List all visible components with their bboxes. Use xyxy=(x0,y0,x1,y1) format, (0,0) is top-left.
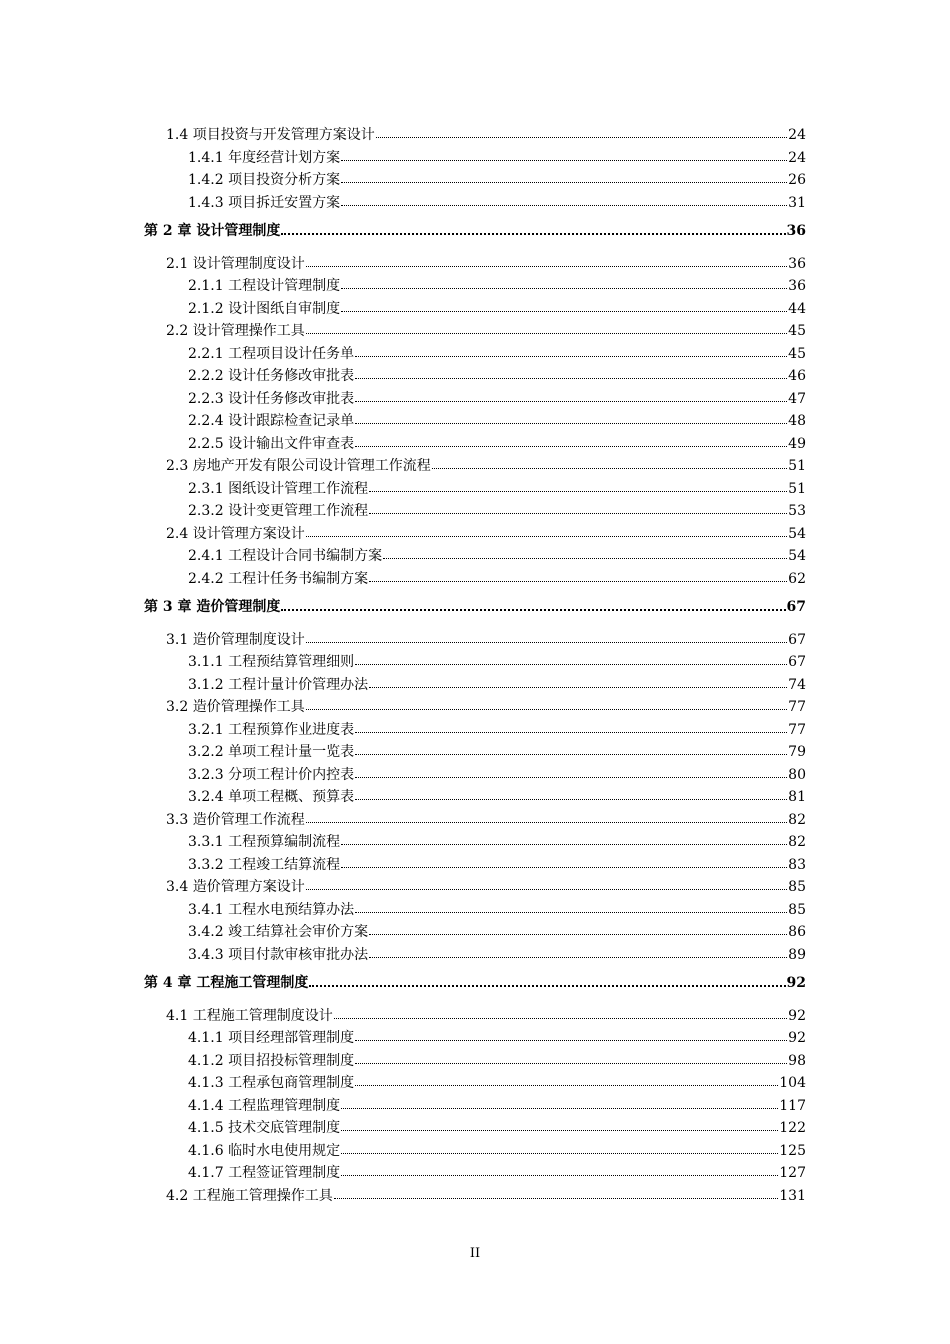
toc-entry-label: 3.2.4 单项工程概、预算表 xyxy=(188,789,355,805)
toc-entry-label: 1.4.2 项目投资分析方案 xyxy=(188,172,341,188)
toc-entry-page-number: 86 xyxy=(788,924,806,940)
toc-entry-page-number: 51 xyxy=(788,480,806,497)
toc-entry-label: 2.2 设计管理操作工具 xyxy=(166,323,305,339)
dot-leader xyxy=(369,921,787,935)
toc-entry-label: 4.1.7 工程签证管理制度 xyxy=(188,1165,341,1181)
toc-entry-label: 3.4.2 竣工结算社会审价方案 xyxy=(188,924,369,940)
toc-entry[interactable] xyxy=(0,1072,950,1095)
toc-entry[interactable] xyxy=(0,388,950,411)
dot-leader xyxy=(281,596,785,611)
toc-entry[interactable] xyxy=(0,478,950,501)
toc-entry-page-number: 53 xyxy=(788,503,806,519)
dot-leader xyxy=(341,831,787,845)
toc-entry-label: 3.3 造价管理工作流程 xyxy=(166,811,305,828)
toc-entry[interactable] xyxy=(0,545,950,568)
toc-entry-page-number: 67 xyxy=(786,599,806,615)
toc-entry-page-number: 49 xyxy=(788,435,806,452)
toc-entry-label: 3.4 造价管理方案设计 xyxy=(166,879,305,895)
dot-leader xyxy=(341,1162,778,1176)
toc-entry-label: 3.1.1 工程预结算管理细则 xyxy=(188,654,355,670)
toc-entry[interactable] xyxy=(0,1050,950,1073)
toc-entry-page-number: 104 xyxy=(779,1075,806,1091)
toc-entry[interactable] xyxy=(0,1117,950,1140)
toc-entry[interactable] xyxy=(0,124,950,147)
toc-entry-label: 3.3.1 工程预算编制流程 xyxy=(188,834,341,850)
dot-leader xyxy=(355,410,787,424)
toc-entry[interactable] xyxy=(0,1162,950,1185)
toc-entry[interactable] xyxy=(0,876,950,899)
dot-leader xyxy=(334,1185,779,1199)
toc-entry[interactable] xyxy=(0,741,950,764)
toc-entry-label: 3.4.1 工程水电预结算办法 xyxy=(188,901,355,918)
toc-entry-page-number: 24 xyxy=(788,149,806,166)
dot-leader xyxy=(306,809,787,823)
toc-entry-page-number: 131 xyxy=(779,1187,806,1204)
dot-leader xyxy=(341,1117,778,1131)
toc-entry-page-number: 24 xyxy=(788,127,806,143)
toc-entry-page-number: 80 xyxy=(788,766,806,783)
dot-leader xyxy=(355,741,787,755)
dot-leader xyxy=(341,1140,778,1154)
toc-entry-label: 3.1 造价管理制度设计 xyxy=(166,631,305,648)
toc-entry-label: 2.3 房地产开发有限公司设计管理工作流程 xyxy=(166,458,431,474)
toc-entry-label: 2.4 设计管理方案设计 xyxy=(166,525,305,542)
toc-entry[interactable] xyxy=(0,1027,950,1050)
toc-entry-page-number: 127 xyxy=(779,1165,806,1181)
toc-entry[interactable] xyxy=(0,568,950,591)
toc-entry[interactable] xyxy=(0,253,950,276)
toc-entry-label: 2.1 设计管理制度设计 xyxy=(166,255,305,272)
toc-entry-page-number: 67 xyxy=(788,654,806,670)
toc-entry-label: 4.1.1 项目经理部管理制度 xyxy=(188,1030,355,1046)
dot-leader xyxy=(376,124,787,138)
toc-entry-page-number: 77 xyxy=(788,721,806,738)
toc-entry[interactable] xyxy=(0,809,950,832)
toc-chapter-entry[interactable] xyxy=(0,972,950,995)
toc-entry-page-number: 77 xyxy=(788,699,806,715)
toc-entry[interactable] xyxy=(0,343,950,366)
toc-entry-page-number: 47 xyxy=(788,390,806,407)
dot-leader xyxy=(306,253,787,267)
toc-entry-label: 3.2 造价管理操作工具 xyxy=(166,699,305,715)
toc-entry-label: 2.3.1 图纸设计管理工作流程 xyxy=(188,480,369,497)
toc-entry[interactable] xyxy=(0,1095,950,1118)
toc-entry-label: 4.2 工程施工管理操作工具 xyxy=(166,1187,333,1204)
toc-entry[interactable] xyxy=(0,169,950,192)
dot-leader xyxy=(341,147,787,161)
toc-entry[interactable] xyxy=(0,629,950,652)
dot-leader xyxy=(369,944,787,958)
dot-leader xyxy=(341,298,787,312)
toc-entry-page-number: 54 xyxy=(788,525,806,542)
dot-leader xyxy=(369,478,787,492)
toc-entry-page-number: 81 xyxy=(788,789,806,805)
toc-entry-label: 4.1.4 工程监理管理制度 xyxy=(188,1097,341,1114)
toc-entry[interactable] xyxy=(0,365,950,388)
toc-entry-label: 第 2 章 设计管理制度 xyxy=(144,223,281,239)
toc-entry-page-number: 51 xyxy=(788,458,806,474)
dot-leader xyxy=(355,1027,787,1041)
toc-entry[interactable] xyxy=(0,719,950,742)
toc-entry[interactable] xyxy=(0,410,950,433)
toc-entry-page-number: 67 xyxy=(788,631,806,648)
toc-entry-label: 4.1 工程施工管理制度设计 xyxy=(166,1007,333,1024)
toc-entry-page-number: 125 xyxy=(779,1142,806,1159)
toc-entry-label: 4.1.6 临时水电使用规定 xyxy=(188,1142,341,1159)
dot-leader xyxy=(355,899,787,913)
toc-entry[interactable] xyxy=(0,147,950,170)
dot-leader xyxy=(306,876,787,890)
toc-entry-page-number: 45 xyxy=(788,345,806,362)
dot-leader xyxy=(306,696,787,710)
toc-entry-label: 3.4.3 项目付款审核审批办法 xyxy=(188,946,369,963)
toc-entry-label: 2.4.2 工程计任务书编制方案 xyxy=(188,570,369,587)
dot-leader xyxy=(355,786,787,800)
dot-leader xyxy=(355,651,787,665)
toc-entry-page-number: 36 xyxy=(786,223,806,239)
toc-entry-label: 3.1.2 工程计量计价管理办法 xyxy=(188,676,369,693)
dot-leader xyxy=(369,568,787,582)
dot-leader xyxy=(355,719,787,733)
toc-entry-label: 第 3 章 造价管理制度 xyxy=(144,599,281,615)
dot-leader xyxy=(432,455,787,469)
toc-entry[interactable] xyxy=(0,899,950,922)
toc-entry[interactable] xyxy=(0,921,950,944)
toc-entry-page-number: 117 xyxy=(779,1097,806,1114)
toc-entry[interactable] xyxy=(0,854,950,877)
toc-entry-page-number: 82 xyxy=(788,834,806,850)
toc-entry-label: 2.2.3 设计任务修改审批表 xyxy=(188,390,355,407)
toc-entry-page-number: 79 xyxy=(788,744,806,760)
toc-entry[interactable] xyxy=(0,831,950,854)
toc-entry-page-number: 74 xyxy=(788,676,806,693)
toc-entry-page-number: 82 xyxy=(788,811,806,828)
toc-entry-page-number: 83 xyxy=(788,856,806,873)
toc-entry-label: 2.1.1 工程设计管理制度 xyxy=(188,278,341,294)
dot-leader xyxy=(281,220,785,235)
toc-entry-label: 4.1.3 工程承包商管理制度 xyxy=(188,1075,355,1091)
toc-entry-label: 3.3.2 工程竣工结算流程 xyxy=(188,856,341,873)
dot-leader xyxy=(341,854,787,868)
dot-leader xyxy=(355,1072,778,1086)
toc-entry-page-number: 46 xyxy=(788,368,806,384)
dot-leader xyxy=(341,169,787,183)
toc-entry-page-number: 44 xyxy=(788,300,806,317)
toc-entry-page-number: 92 xyxy=(788,1007,806,1024)
toc-entry-page-number: 92 xyxy=(786,975,806,991)
dot-leader xyxy=(383,545,787,559)
dot-leader xyxy=(306,629,787,643)
toc-entry[interactable] xyxy=(0,433,950,456)
toc-entry[interactable] xyxy=(0,298,950,321)
toc-entry[interactable] xyxy=(0,1005,950,1028)
toc-entry[interactable] xyxy=(0,764,950,787)
toc-entry[interactable] xyxy=(0,275,950,298)
toc-entry-page-number: 31 xyxy=(788,194,806,211)
toc-entry-label: 2.2.5 设计输出文件审查表 xyxy=(188,435,355,452)
toc-entry-page-number: 54 xyxy=(788,548,806,564)
toc-entry-page-number: 48 xyxy=(788,413,806,429)
toc-entry[interactable] xyxy=(0,320,950,343)
toc-entry-label: 1.4.1 年度经营计划方案 xyxy=(188,149,341,166)
toc-entry-label: 2.2.1 工程项目设计任务单 xyxy=(188,345,355,362)
dot-leader xyxy=(355,764,787,778)
toc-entry-page-number: 45 xyxy=(788,323,806,339)
toc-entry[interactable] xyxy=(0,651,950,674)
toc-chapter-entry[interactable] xyxy=(0,596,950,619)
toc-entry[interactable] xyxy=(0,674,950,697)
page-footer-number: II xyxy=(469,1246,481,1261)
dot-leader xyxy=(309,972,785,987)
dot-leader xyxy=(306,320,787,334)
toc-entry-label: 4.1.2 项目招投标管理制度 xyxy=(188,1052,355,1069)
toc-entry-label: 2.1.2 设计图纸自审制度 xyxy=(188,300,341,317)
dot-leader xyxy=(334,1005,787,1019)
toc-entry-label: 4.1.5 技术交底管理制度 xyxy=(188,1120,341,1136)
toc-entry-page-number: 92 xyxy=(788,1030,806,1046)
dot-leader xyxy=(341,192,787,206)
toc-entry-page-number: 26 xyxy=(788,172,806,188)
toc-entry[interactable] xyxy=(0,696,950,719)
dot-leader xyxy=(369,500,787,514)
toc-entry-page-number: 85 xyxy=(788,879,806,895)
toc-entry[interactable] xyxy=(0,786,950,809)
toc-entry-label: 3.2.1 工程预算作业进度表 xyxy=(188,721,355,738)
toc-entry-page-number: 98 xyxy=(788,1052,806,1069)
dot-leader xyxy=(369,674,787,688)
dot-leader xyxy=(306,523,787,537)
toc-entry[interactable] xyxy=(0,192,950,215)
toc-entry[interactable] xyxy=(0,1185,950,1208)
toc-entry[interactable] xyxy=(0,944,950,967)
dot-leader xyxy=(355,433,787,447)
toc-entry[interactable] xyxy=(0,500,950,523)
toc-entry-page-number: 85 xyxy=(788,901,806,918)
toc-entry[interactable] xyxy=(0,1140,950,1163)
dot-leader xyxy=(355,343,787,357)
dot-leader xyxy=(355,388,787,402)
toc-entry-label: 1.4 项目投资与开发管理方案设计 xyxy=(166,127,375,143)
toc-entry-label: 3.2.2 单项工程计量一览表 xyxy=(188,744,355,760)
toc-entry-label: 1.4.3 项目拆迁安置方案 xyxy=(188,194,341,211)
toc-entry-label: 2.2.4 设计跟踪检查记录单 xyxy=(188,413,355,429)
toc-entry-page-number: 89 xyxy=(788,946,806,963)
toc-entry-label: 3.2.3 分项工程计价内控表 xyxy=(188,766,355,783)
toc-entry-label: 2.3.2 设计变更管理工作流程 xyxy=(188,503,369,519)
toc-entry-label: 2.2.2 设计任务修改审批表 xyxy=(188,368,355,384)
toc-entry-page-number: 36 xyxy=(788,278,806,294)
toc-chapter-entry[interactable] xyxy=(0,220,950,243)
toc-entry[interactable] xyxy=(0,523,950,546)
dot-leader xyxy=(355,365,787,379)
dot-leader xyxy=(341,275,787,289)
toc-entry-page-number: 122 xyxy=(779,1120,806,1136)
toc-entry-page-number: 62 xyxy=(788,570,806,587)
table-of-contents xyxy=(0,124,950,1207)
toc-entry[interactable] xyxy=(0,455,950,478)
toc-entry-page-number: 36 xyxy=(788,255,806,272)
dot-leader xyxy=(355,1050,787,1064)
dot-leader xyxy=(341,1095,778,1109)
toc-entry-label: 第 4 章 工程施工管理制度 xyxy=(144,975,309,991)
toc-entry-label: 2.4.1 工程设计合同书编制方案 xyxy=(188,548,383,564)
